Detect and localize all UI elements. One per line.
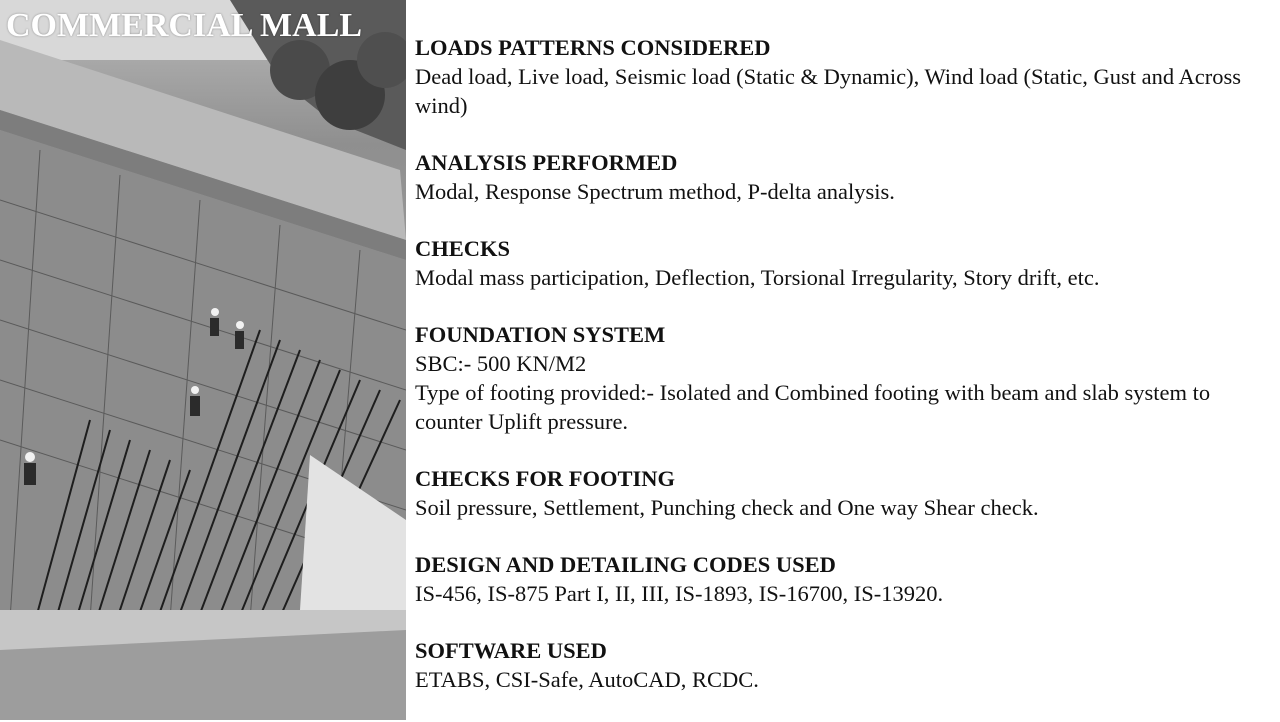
construction-site-photo (0, 0, 406, 720)
section-text: ETABS, CSI-Safe, AutoCAD, RCDC. (415, 667, 759, 692)
section-text-sbc: SBC:- 500 KN/M2 (415, 351, 587, 376)
section-heading: LOADS PATTERNS CONSIDERED (415, 35, 771, 60)
section-foundation-system (415, 320, 1273, 436)
construction-site-illustration (0, 0, 406, 720)
section-software-used (415, 636, 1273, 694)
photo-title: COMMERCIAL MALL (6, 7, 363, 44)
specifications-panel (415, 33, 1273, 722)
section-heading: DESIGN AND DETAILING CODES USED (415, 552, 836, 577)
section-loads-patterns (415, 33, 1273, 120)
section-analysis-performed (415, 148, 1273, 206)
section-text: Modal mass participation, Deflection, Torsional Irregularity, Story drift, etc. (415, 265, 1100, 290)
section-heading: FOUNDATION SYSTEM (415, 322, 666, 347)
section-heading: ANALYSIS PERFORMED (415, 150, 678, 175)
section-text: Dead load, Live load, Seismic load (Static & Dynamic), Wind load (Static, Gust and Across wind) (415, 64, 1242, 118)
section-heading: SOFTWARE USED (415, 638, 607, 663)
section-checks (415, 234, 1273, 292)
section-checks-for-footing (415, 464, 1273, 522)
section-text: IS-456, IS-875 Part I, II, III, IS-1893, IS-16700, IS-13920. (415, 581, 944, 606)
section-design-codes (415, 550, 1273, 608)
section-heading: CHECKS (415, 236, 511, 261)
section-text: Soil pressure, Settlement, Punching check and One way Shear check. (415, 495, 1039, 520)
section-heading: CHECKS FOR FOOTING (415, 466, 676, 491)
section-text: Modal, Response Spectrum method, P-delta analysis. (415, 179, 895, 204)
section-text-footing-type: Type of footing provided:- Isolated and Combined footing with beam and slab system to counter Uplift pressure. (415, 380, 1211, 434)
